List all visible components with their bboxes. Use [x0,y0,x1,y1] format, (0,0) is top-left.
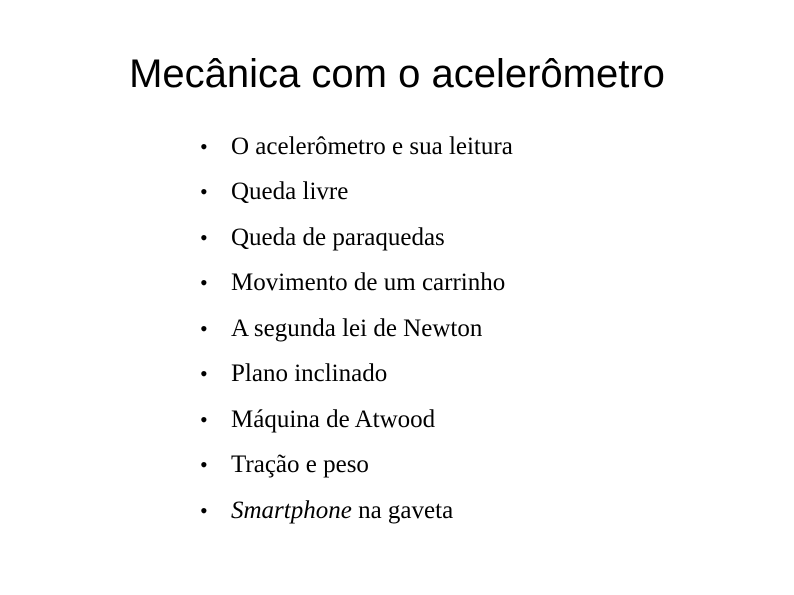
bullet-icon: • [200,133,208,159]
bullet-icon: • [200,452,208,478]
list-item-label: Queda de paraquedas [231,223,445,251]
list-item-label: Máquina de Atwood [231,405,436,433]
list-item-text [231,269,505,297]
list-item-label: Queda livre [231,178,349,206]
bullet-icon: • [200,270,208,296]
bullet-icon: • [200,406,208,432]
list-item [200,443,513,489]
list-item [200,306,513,352]
bullet-list [200,124,513,534]
list-item-text [231,406,435,434]
list-item-text [231,178,348,206]
list-item-label: Plano inclinado [231,360,388,388]
list-item [200,352,513,398]
list-item-text [231,224,445,252]
slide-title: Mecânica com o acelerômetro [129,52,665,96]
list-item [200,215,513,261]
list-item-text [231,451,369,479]
list-item [200,170,513,216]
list-item-text [231,360,387,388]
list-item-text [231,497,453,525]
list-item-text [231,315,482,343]
list-item-label: Movimento de um carrinho [231,269,506,297]
list-item-text [231,133,513,161]
list-item-label: Tração e peso [231,451,369,479]
list-item [200,261,513,307]
list-item [200,397,513,443]
bullet-icon: • [200,497,208,523]
list-item-label: O acelerômetro e sua leitura [231,132,513,160]
bullet-icon: • [200,361,208,387]
bullet-icon: • [200,179,208,205]
list-item-emphasis: Smartphone [231,496,352,524]
list-item-label: na gaveta [351,496,454,524]
list-item [200,488,513,534]
list-item-label: A segunda lei de Newton [231,314,483,342]
bullet-icon: • [200,315,208,341]
list-item [200,124,513,170]
bullet-icon: • [200,224,208,250]
